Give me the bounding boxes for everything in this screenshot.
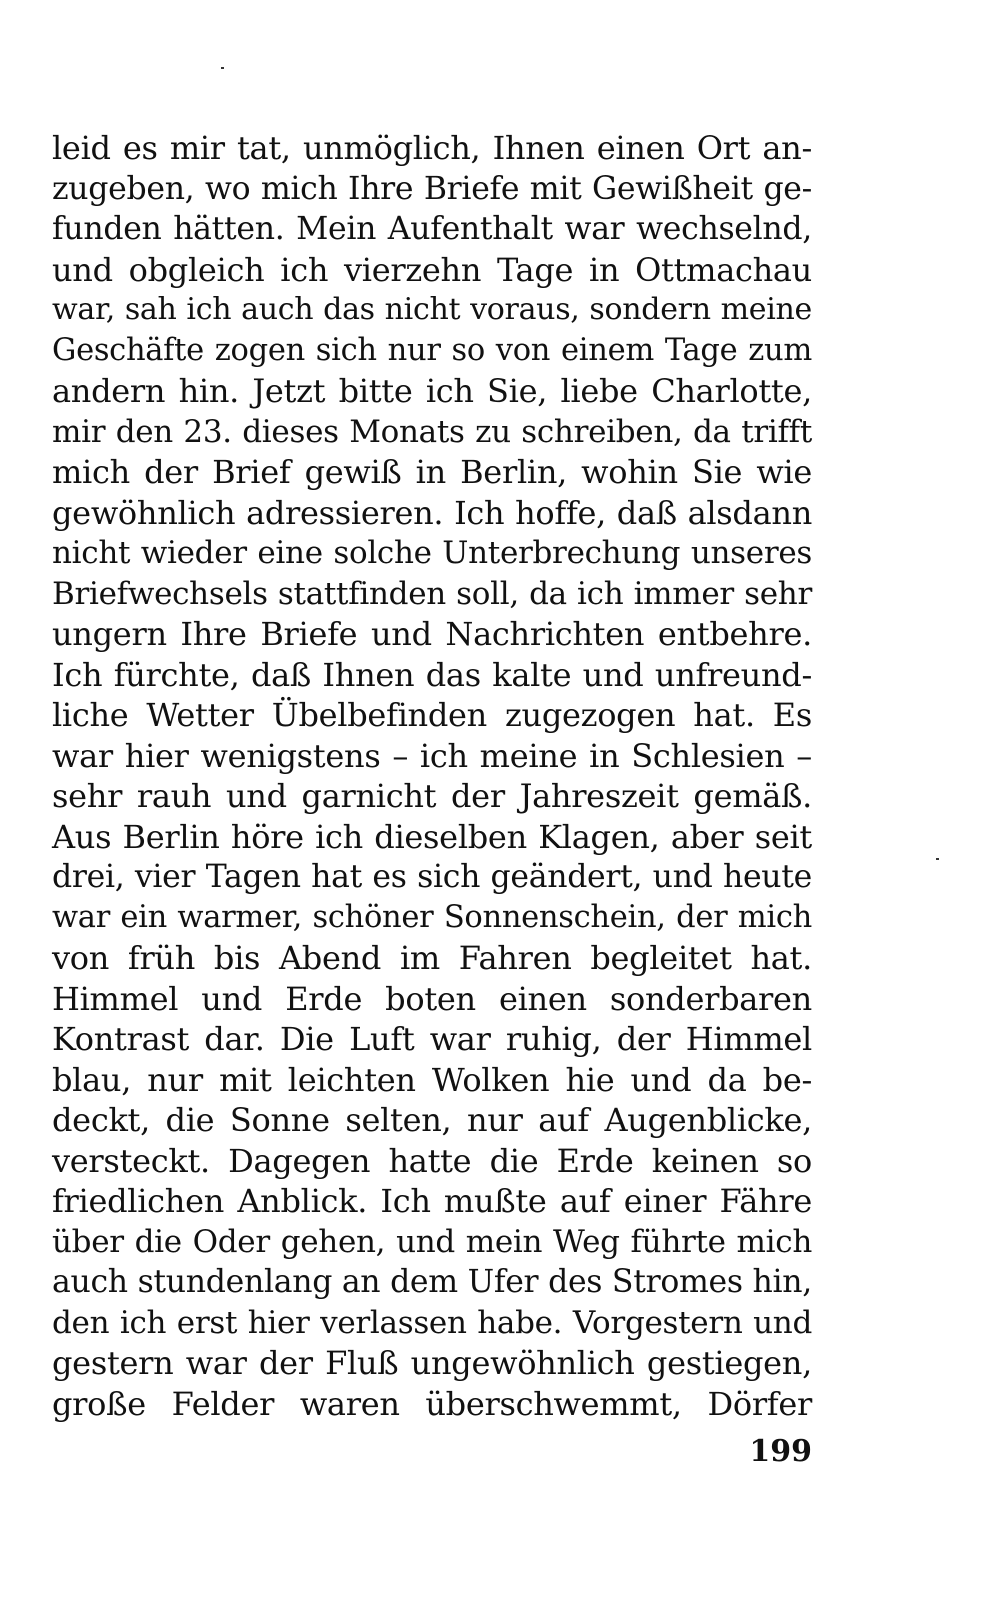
text-line: drei, vier Tagen hat es sich geändert, und heute <box>52 859 812 895</box>
text-line: ungern Ihre Briefe und Nachrichten entbehre. <box>52 615 812 653</box>
text-line: friedlichen Anblick. Ich mußte auf einer Fähre <box>52 1182 812 1220</box>
text-line: Geschäfte zogen sich nur so von einem Tage zum <box>52 332 812 368</box>
text-line: Briefwechsels stattfinden soll, da ich immer sehr <box>52 575 812 612</box>
text-line: war, sah ich auch das nicht voraus, sondern meine <box>52 292 812 327</box>
text-line: Aus Berlin höre ich dieselben Klagen, aber seit <box>52 817 812 856</box>
text-line: von früh bis Abend im Fahren begleitet hat. <box>52 939 812 977</box>
text-line: gestern war der Fluß ungewöhnlich gestiegen, <box>52 1344 812 1382</box>
print-speck <box>936 858 939 860</box>
text-line: auch stundenlang an dem Ufer des Stromes hin, <box>52 1264 812 1300</box>
text-line: Ich fürchte, daß Ihnen das kalte und unfreund- <box>52 655 812 694</box>
text-line: leid es mir tat, unmöglich, Ihnen einen Ort an- <box>52 129 812 167</box>
page-number: 199 <box>749 1434 812 1469</box>
text-line: versteckt. Dagegen hatte die Erde keinen so <box>52 1141 812 1180</box>
text-line: war ein warmer, schöner Sonnenschein, der mich <box>52 899 812 935</box>
body-text <box>52 128 812 1424</box>
text-line: nicht wieder eine solche Unterbrechung unseres <box>52 535 812 571</box>
text-line: sehr rauh und garnicht der Jahreszeit gemäß. <box>52 777 812 815</box>
text-line: gewöhnlich adressieren. Ich hoffe, daß alsdann <box>52 493 812 532</box>
text-line: Himmel und Erde boten einen sonderbaren <box>52 979 812 1018</box>
text-line: über die Oder gehen, und mein Weg führte mich <box>52 1223 812 1260</box>
print-speck <box>221 67 224 69</box>
text-line: große Felder waren überschwemmt, Dörfer <box>52 1384 812 1423</box>
text-line: deckt, die Sonne selten, nur auf Augenblicke, <box>52 1101 812 1139</box>
text-line: andern hin. Jetzt bitte ich Sie, liebe Charlotte, <box>52 372 812 410</box>
text-line: mir den 23. dieses Monats zu schreiben, da trifft <box>52 413 812 450</box>
text-line: den ich erst hier verlassen habe. Vorgestern und <box>52 1304 812 1341</box>
text-line: funden hätten. Mein Aufenthalt war wechselnd, <box>52 211 812 247</box>
text-line: mich der Brief gewiß in Berlin, wohin Sie wie <box>52 453 812 491</box>
text-line: zugeben, wo mich Ihre Briefe mit Gewißheit ge- <box>52 170 812 207</box>
text-line: war hier wenigstens – ich meine in Schlesien – <box>52 736 812 775</box>
text-line: Kontrast dar. Die Luft war ruhig, der Himmel <box>52 1020 812 1058</box>
text-line: und obgleich ich vierzehn Tage in Ottmachau <box>52 250 812 289</box>
text-line: liche Wetter Übelbefinden zugezogen hat. Es <box>52 696 812 734</box>
text-line: blau, nur mit leichten Wolken hie und da be- <box>52 1060 812 1099</box>
